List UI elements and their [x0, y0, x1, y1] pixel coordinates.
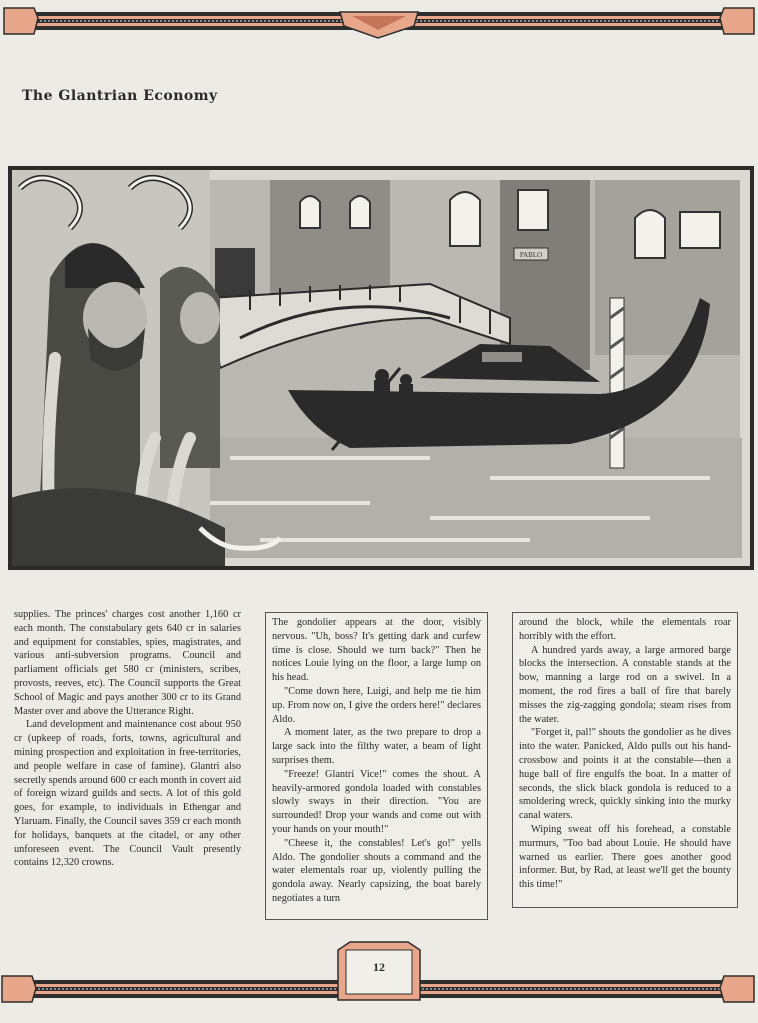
paragraph: The gondolier appears at the door, visibly nervous. "Uh, boss? It's getting dark and curfew time is close. Should we turn back?" Then he notices Louie lying on the floor, a large lump on his head. [272, 617, 481, 684]
text-column-left [14, 608, 241, 870]
paragraph: supplies. The princes' charges cost another 1,160 cr each month. The constabulary gets 640 cr in salaries and equipment for constables, spies, magistrates, and various anti-subversion programs. Council and parliament officials get 580 cr (ministers, scribes, provosts, reeves, etc). The Council supports the Great School of Magic and pays another 300 cr to its Grand Master over and above the Utterance Right. [14, 609, 241, 717]
story-box-right [512, 612, 738, 908]
story-box-middle [265, 612, 488, 920]
page-number: 12 [373, 960, 385, 974]
top-border-ornament [0, 4, 758, 42]
paragraph: A moment later, as the two prepare to drop a large sack into the filthy water, a beam of light surprises them. [272, 727, 481, 766]
page-heading: The Glantrian Economy [22, 88, 218, 104]
paragraph: "Cheese it, the constables! Let's go!" yells Aldo. The gondolier shouts a command and the water elementals roar up, violently pulling the gondola away. Nearly capsizing, the boat barely negotiates a turn [272, 837, 481, 904]
paragraph: Wiping sweat off his forehead, a constable murmurs, "Too bad about Louie. He should have warned us earlier. There goes another good informer. But, by Rad, at least we'll get the bounty this time!" [519, 823, 731, 891]
gondola-scene-illustration [8, 166, 754, 570]
paragraph: Land development and maintenance cost about 950 cr (upkeep of roads, forts, towns, agricultural and mining prospection and exploitation in free-territories, and people welfare in case of famine). Glantri also secretly spends around 600 cr each month in covert aid of foreign wizard guilds and sects. A lot of this gold goes, for example, to individuals in Ethengar and Ylaruam. Finally, the Council saves 359 cr each month for holidays, banquets at the citadel, or any other unforeseen event. The Council Vault presently contains 12,320 crowns. [14, 719, 241, 869]
paragraph: "Forget it, pal!" shouts the gondolier as he dives into the water. Panicked, Aldo pulls out his hand-crossbow and points it at the constable—then a huge ball of fire engulfs the boat. In a matter of seconds, the slick black gondola is reduced to a smoldering wreck, quickly sinking into the murky canal waters. [519, 727, 731, 822]
paragraph: "Come down here, Luigi, and help me tie him up. From now on, I give the orders here!" declares Aldo. [272, 685, 481, 725]
svg-text:PABLO: PABLO [519, 251, 543, 259]
paragraph: A hundred yards away, a large armored barge blocks the intersection. A constable stands at the bow, manning a large rod on a swivel. In a moment, the rod fires a ball of fire that barely misses the zig-zagging gondola; steam rises from the water. [519, 644, 731, 725]
bottom-border-ornament [0, 940, 758, 1010]
paragraph: around the block, while the elementals roar horribly with the effort. [519, 617, 731, 642]
paragraph: "Freeze! Glantri Vice!" comes the shout. A heavily-armored gondola loaded with constables slowly sways in their direction. "You are surrounded! Drop your wands and come out with your hands on your mouth!" [272, 768, 481, 835]
